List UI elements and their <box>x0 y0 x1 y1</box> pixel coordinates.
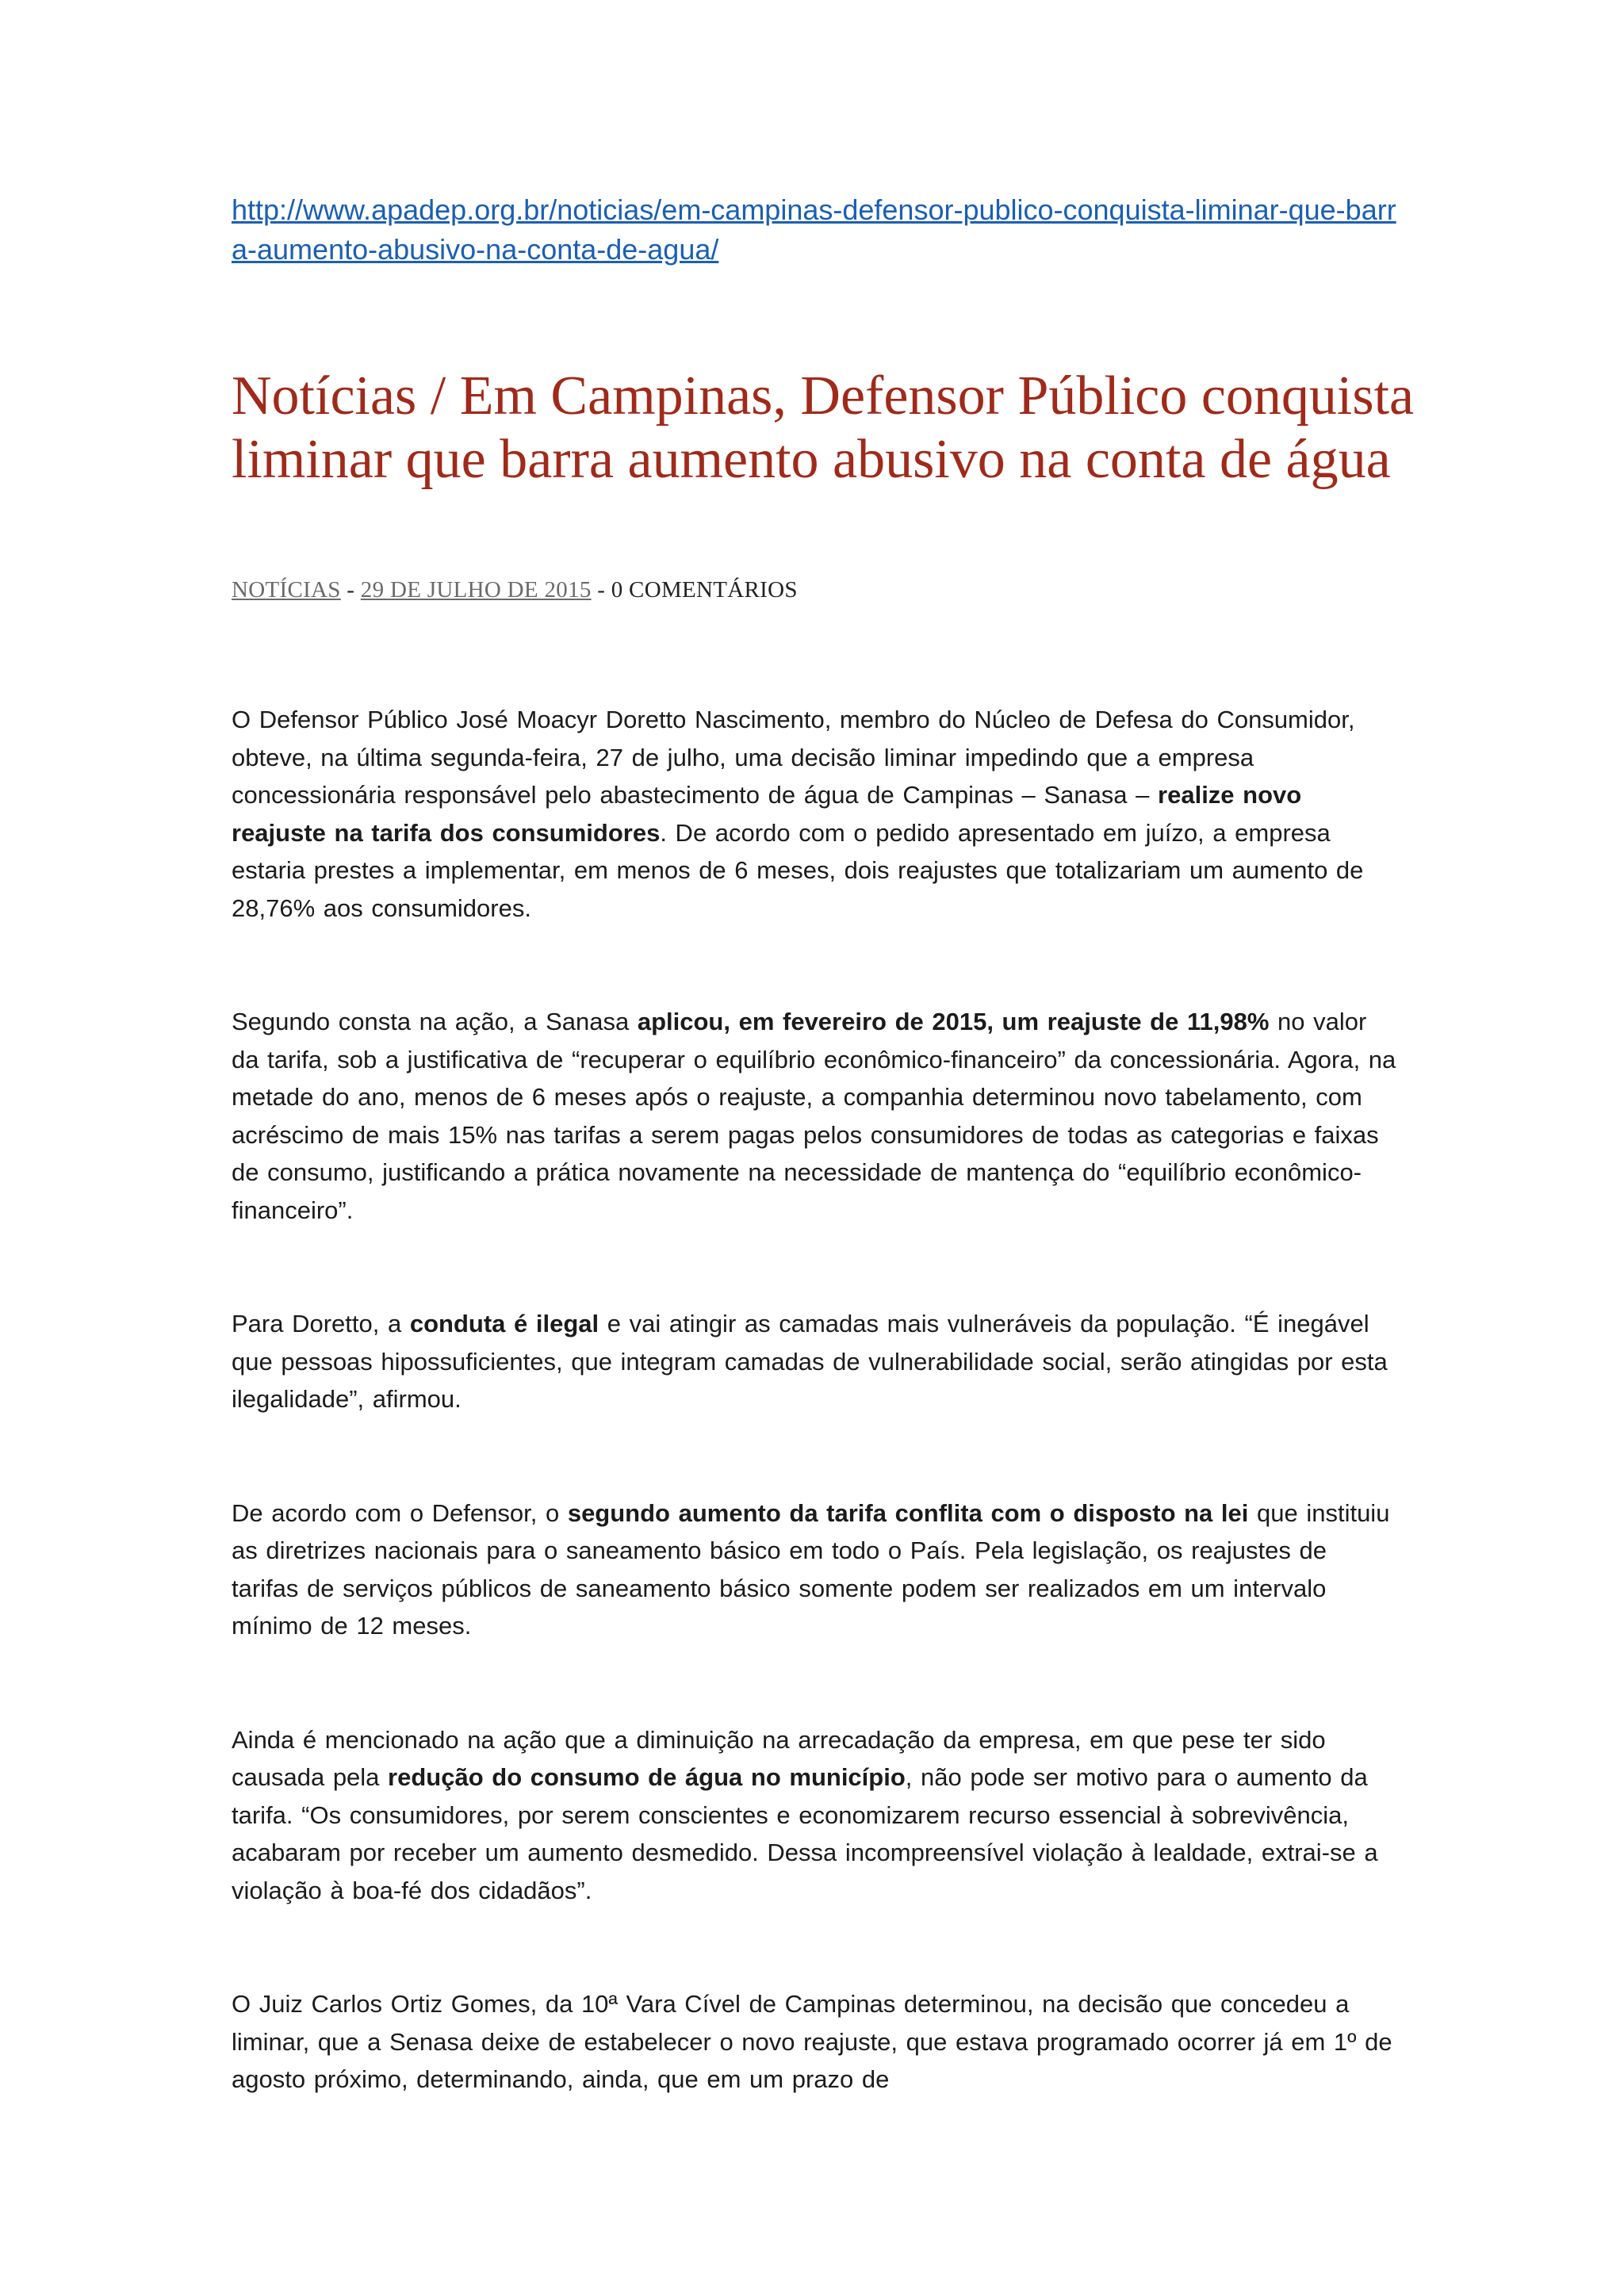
paragraph-text: Segundo consta na ação, a Sanasa <box>232 1008 638 1035</box>
highlighted-text: segundo aumento da tarifa conflita com o disposto na lei <box>567 1498 1249 1527</box>
paragraph-2 <box>232 1003 1397 1229</box>
paragraph-text: no valor da tarifa, sob a justificativa de “recuperar o equilíbrio econômico-financeiro” da concessionária. Agora, na metade do ano, menos de 6 meses após o reajuste, a companhia determinou novo tabelamento, com acréscimo de mais 15% nas tarifas a serem pagas pelos consumidores de todas as categorias e faixas de consumo, justificando a prática novamente na necessidade de mantença do “equilíbrio econômico-financeiro”. <box>232 1008 1396 1224</box>
paragraph-1 <box>232 701 1397 927</box>
paragraph-text: O Juiz Carlos Ortiz Gomes, da 10ª Vara Cível de Campinas determinou, na decisão que concedeu a liminar, que a Senasa deixe de estabelecer o novo reajuste, que estava programado ocorrer já em 1º de agosto próximo, determinando, ainda, que em um prazo de <box>232 1990 1392 2093</box>
paragraph-text: Ainda é mencionado na ação que a diminuição na arrecadação da empresa, em que pese ter sido causada pela <box>232 1725 1326 1791</box>
paragraph-text: e vai atingir as camadas mais vulneráveis da população. “É inegável que pessoas hipossuficientes, que integram camadas de vulnerabilidade social, serão atingidas por esta ilegalidade”, afirmou. <box>232 1310 1388 1413</box>
paragraph-6 <box>232 1985 1397 2099</box>
highlighted-text: conduta é ilegal <box>409 1310 599 1337</box>
paragraph-text: . De acordo com o pedido apresentado em juízo, a empresa estaria prestes a implementar, em menos de 6 meses, dois reajustes que totalizariam um aumento de 28,76% aos consumidores. <box>232 818 1364 922</box>
highlighted-text: redução do consumo de água no município <box>388 1763 906 1791</box>
comments-count: 0 COMENTÁRIOS <box>611 577 798 603</box>
paragraph-4 <box>232 1494 1397 1645</box>
paragraph-text: que instituiu as diretrizes nacionais para o saneamento básico em todo o País. Pela legislação, os reajustes de tarifas de serviços públicos de saneamento básico somente podem ser realizados em um intervalo mínimo de 12 meses. <box>232 1498 1390 1640</box>
paragraph-text: Para Doretto, a <box>232 1310 410 1337</box>
article-meta <box>232 576 798 604</box>
paragraph-3 <box>232 1305 1397 1418</box>
article-body <box>232 701 1397 2175</box>
highlighted-text: aplicou, em fevereiro de 2015, um reajuste de 11,98% <box>637 1008 1270 1035</box>
paragraph-text: De acordo com o Defensor, o <box>232 1498 568 1527</box>
paragraph-5 <box>232 1721 1397 1910</box>
date-link[interactable]: 29 DE JULHO DE 2015 <box>360 577 592 603</box>
article-title: Notícias / Em Campinas, Defensor Público conquista liminar que barra aumento abusivo na conta de água <box>232 365 1415 490</box>
paragraph-text: O Defensor Público José Moacyr Doretto Nascimento, membro do Núcleo de Defesa do Consumidor, obteve, na última segunda-feira, 27 de julho, uma decisão liminar impedindo que a empresa concessionária responsável pelo abastecimento de água de Campinas – Sanasa – <box>232 706 1355 809</box>
meta-separator: - <box>340 577 361 603</box>
highlighted-text: realize novo reajuste na tarifa dos consumidores <box>232 781 1302 847</box>
paragraph-text: , não pode ser motivo para o aumento da tarifa. “Os consumidores, por serem conscientes e economizarem recurso essencial à sobrevivência, acabaram por receber um aumento desmedido. Dessa incompreensível violação à lealdade, extrai-se a violação à boa-fé dos cidadãos”. <box>232 1763 1378 1904</box>
category-link[interactable]: NOTÍCIAS <box>232 577 341 603</box>
meta-separator: - <box>591 577 611 603</box>
source-url-link[interactable]: http://www.apadep.org.br/noticias/em-campinas-defensor-publico-conquista-liminar-que-barra-aumento-abusivo-na-conta-de-agua/ <box>232 193 1396 266</box>
